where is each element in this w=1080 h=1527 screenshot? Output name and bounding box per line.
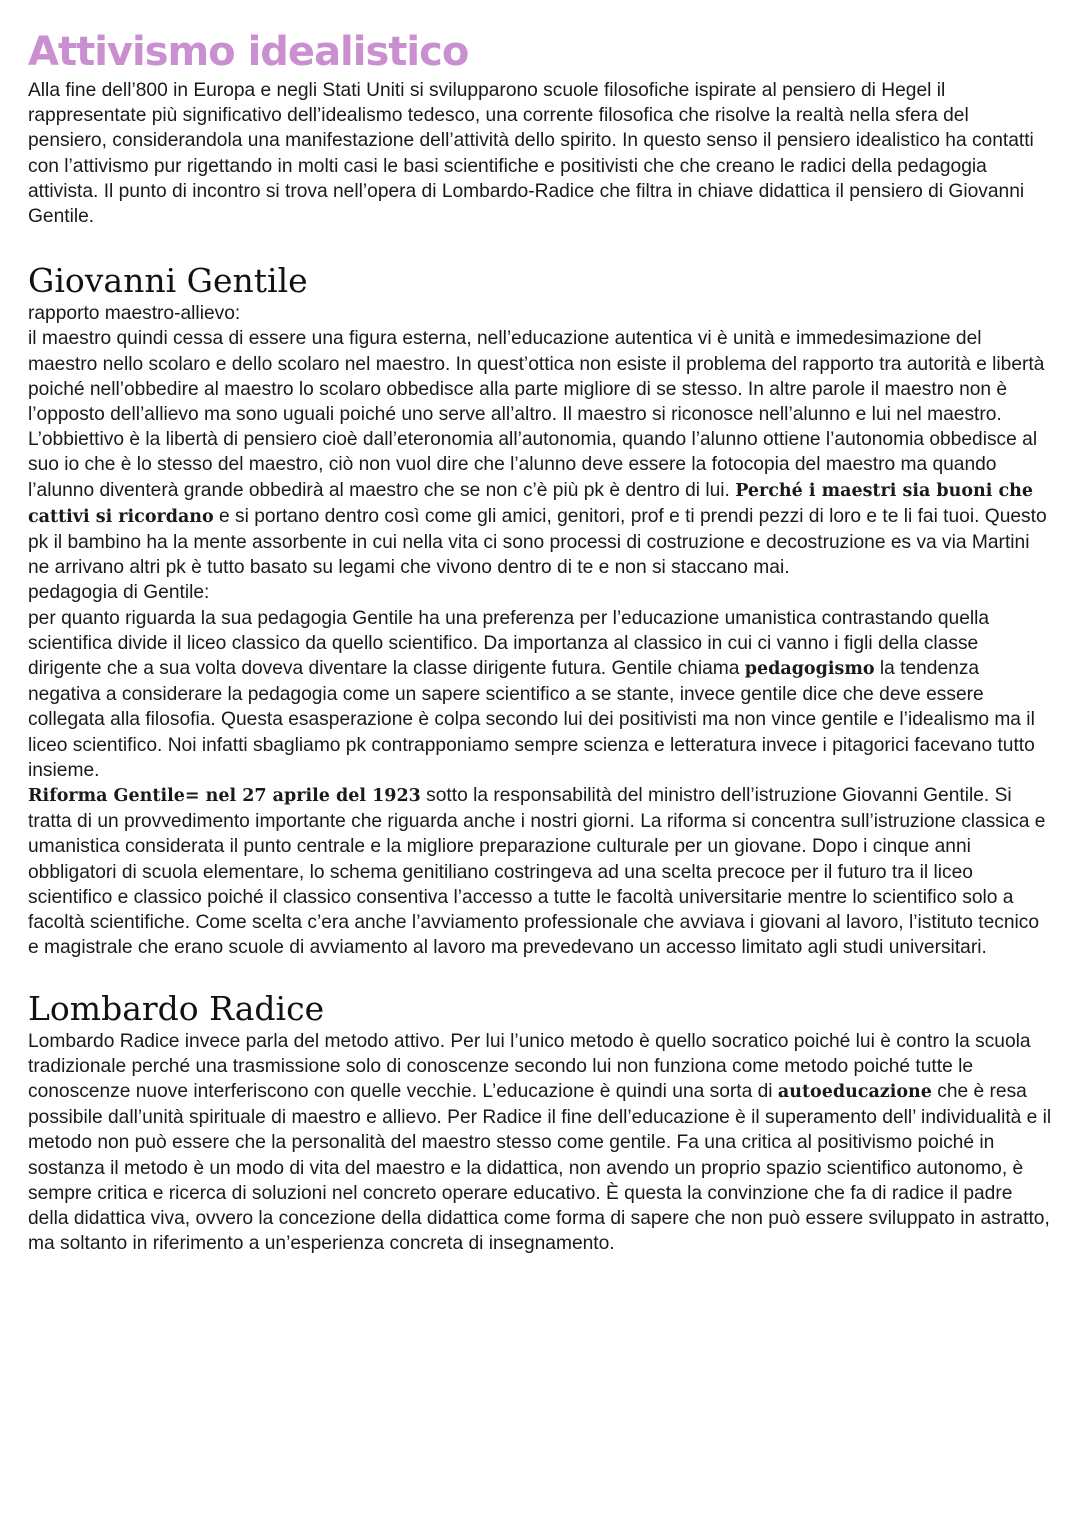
bold-term-pedagogismo: pedagogismo xyxy=(744,659,875,680)
intro-paragraph: Alla fine dell’800 in Europa e negli Stati Uniti si svilupparono scuole filosofiche ispirate al pensiero di Hegel il rappresentate più significativo dell’idealismo tedesco, una corrente filosofica che risolve la realtà nella sfera del pensiero, considerandola una manifestazione dell’attività dello spirito. In questo senso il pensiero idealistico ha contatti con l’attivismo pur rigettando in molti casi le basi scientifiche e positivisti che che creano le radici della pedagogia attivista. Il punto di incontro si trova nell’opera di Lombardo-Radice che filtra in chiave didattica il pensiero di Giovanni Gentile. xyxy=(28,80,1034,228)
text-run: Lombardo Radice invece parla del metodo attivo. Per lui l’unico metodo è quello socratico poiché lui è contro la scuola tradizionale perché una trasmissione solo di conoscenze secondo lui non funziona come metodo poiché tutte le conoscenze nuove interferiscono con quelle vecchie. L’educazione è quindi una sorta di xyxy=(28,1030,1031,1102)
text-run: per quanto riguarda la sua pedagogia Gentile ha una preferenza per l’educazione umanistica contrastando quella scientifica divide il liceo classico da quello scientifico. Da importanza al classico in cui ci vanno i figli della classe dirigente che a sua volta doveva diventare la classe dirigente futura. Gentile chiama xyxy=(28,607,990,680)
bold-term-autoeducazione: autoeducazione xyxy=(777,1081,932,1102)
subheading-rapporto: rapporto maestro-allievo: xyxy=(28,303,241,325)
gentile-paragraph-2 xyxy=(28,606,1052,783)
section-heading-gentile: Giovanni Gentile xyxy=(28,261,308,301)
text-run: che è resa possibile dall’unità spirituale di maestro e allievo. Per Radice il fine dell’educazione è il superamento dell’ individualità e il metodo non può essere che la personalità del maestro stesso come gentile. Fa una critica al positivismo poiché in sostanza il metodo è un modo di vita del maestro e la didattica, non avendo un proprio spazio scientifico autonomo, è sempre critica e ricerca di soluzioni nel concreto operare educativo. È questa la convinzione che fa di radice il padre della didattica viva, ovvero la concezione della didattica come forma di sapere che non può essere sviluppato in astratto, ma soltanto in riferimento a un’esperienza concreta di insegnamento. xyxy=(28,1080,1052,1255)
text-run: il maestro quindi cessa di essere una figura esterna, nell’educazione autentica vi è unità e immedesimazione del maestro nello scolaro e dello scolaro nel maestro. In quest’ottica non esiste il problema del rapporto tra autorità e libertà poiché nell’obbedire al maestro lo scolaro obbedisce alla parte migliore di se stesso. In altre parole il maestro non è l’opposto dell’allievo ma sono uguali poiché uno serve all’altro. Il maestro si riconosce nell’alunno e lui nel maestro. L’obbiettivo è la libertà di pensiero cioè dall’eteronomia all’autonomia, quando l’alunno ottiene l’autonomia obbedisce al suo io che è lo stesso del maestro, ciò non vuol dire che l’alunno deve essere la fotocopia del maestro ma quando l’alunno diventerà grande obbedirà al maestro che se non c’è più pk è dentro di lui. xyxy=(28,328,1045,501)
gentile-paragraph-3 xyxy=(28,783,1052,960)
gentile-paragraph-1 xyxy=(28,326,1052,580)
section-heading-radice: Lombardo Radice xyxy=(28,988,325,1028)
bold-phrase-ricordo: Perché i maestri sia buoni che cattivi si ricordano xyxy=(28,480,1034,527)
radice-paragraph xyxy=(28,1029,1052,1257)
text-run: e si portano dentro così come gli amici, genitori, prof e ti prendi pezzi di loro e te li fai tuoi. Questo pk il bambino ha la mente assorbente in cui nella vita ci sono processi di costruzione e decostruzione es va via Martini ne arrivano altri pk è tutto basato su legami che vivono dentro di te e non si staccano mai. xyxy=(28,505,1047,579)
text-run: la tendenza negativa a considerare la pedagogia come un sapere scientifico a se stante, invece gentile dice che deve essere collegata alla filosofia. Questa esasperazione è colpa secondo lui dei positivisti ma non vince gentile e l’idealismo ma il liceo scientifico. Noi infatti sbagliamo pk contrapponiamo sempre scienza e letteratura invece i pitagorici facevano tutto insieme. xyxy=(28,658,1035,781)
page-title: Attivismo idealistico xyxy=(28,29,469,75)
bold-phrase-riforma: Riforma Gentile= nel 27 aprile del 1923 xyxy=(28,786,421,807)
subheading-pedagogia: pedagogia di Gentile: xyxy=(28,582,210,604)
text-run: sotto la responsabilità del ministro dell’istruzione Giovanni Gentile. Si tratta di un provvedimento importante che riguarda anche i nostri giorni. La riforma si concentra sull’istruzione classica e umanistica considerata il punto centrale e la migliore preparazione culturale per un giovane. Dopo i cinque anni obbligatori di scuola elementare, lo schema genitiliano costringeva ad una scelta precoce per il futuro tra il liceo scientifico e classico poiché il classico consentiva l’accesso a tutte le facoltà universitarie mentre lo scientifico solo a facoltà scientifiche. Come scelta c’era anche l’avviamento professionale che avviava i giovani al lavoro, l’istituto tecnico e magistrale che erano scuole di avviamento al lavoro ma prevedevano un accesso limitato agli studi universitari. xyxy=(28,785,1046,959)
